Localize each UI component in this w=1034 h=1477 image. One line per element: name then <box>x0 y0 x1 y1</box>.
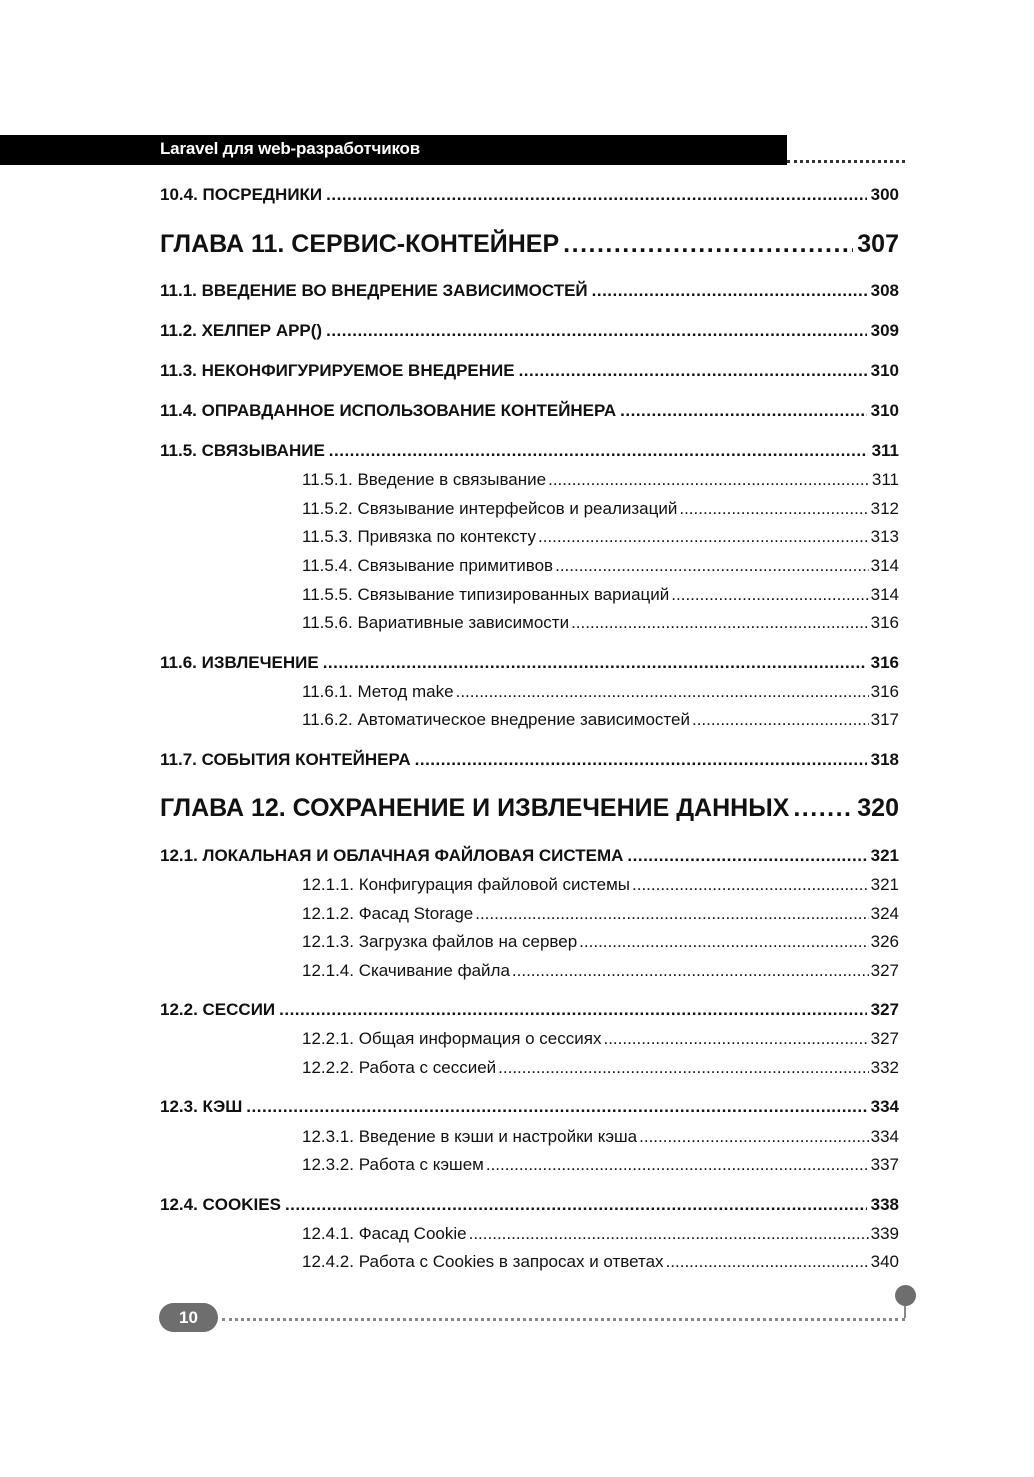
toc-entry-page-number: 308 <box>870 281 899 300</box>
footer-circle-marker <box>895 1285 916 1306</box>
toc-dot-leader <box>563 230 853 259</box>
toc-section-entry <box>160 436 899 466</box>
toc-dot-leader <box>555 556 869 576</box>
toc-section-entry <box>160 180 899 210</box>
toc-entry-page-number: 340 <box>870 1252 899 1272</box>
toc-entry-page-number: 311 <box>871 441 899 460</box>
toc-entry-title: 11.5.3. Привязка по контексту <box>302 527 536 547</box>
toc-entry-title: 12.1.1. Конфигурация файловой системы <box>302 875 630 895</box>
toc-entry-page-number: 338 <box>870 1194 899 1214</box>
toc-entry-title: 12.1.4. Скачивание файла <box>302 960 510 980</box>
toc-dot-leader <box>279 1000 866 1020</box>
toc-sub-entry <box>302 1122 899 1151</box>
toc-section-entry <box>160 396 899 426</box>
running-header-bar <box>0 135 787 165</box>
toc-chapter-entry <box>160 787 899 831</box>
toc-sub-entry <box>302 1025 899 1054</box>
toc-entry-title: 12.1.3. Загрузка файлов на сервер <box>302 932 578 952</box>
toc-entry-title: 11.5.2. Связывание интерфейсов и реализаций <box>302 498 678 518</box>
page-number-badge: 10 <box>159 1303 218 1332</box>
toc-entry-title: 11.3. НЕКОНФИГУРИРУЕМОЕ ВНЕДРЕНИЕ <box>160 361 515 380</box>
toc-dot-leader <box>285 1195 867 1215</box>
toc-entry-title: 12.2.1. Общая информация о сессиях <box>302 1029 602 1049</box>
running-header-title: Laravel для web-разработчиков <box>160 139 420 158</box>
toc-section-entry <box>160 1190 899 1220</box>
toc-entry-page-number: 300 <box>870 185 899 204</box>
toc-dot-leader <box>246 1097 866 1117</box>
toc-dot-leader <box>415 750 867 770</box>
toc-section-entry <box>160 1092 899 1122</box>
toc-dot-leader <box>326 321 867 341</box>
toc-sub-entry <box>302 495 899 524</box>
toc-section-entry <box>160 316 899 346</box>
footer-tick <box>904 1306 906 1318</box>
toc-entry-page-number: 321 <box>870 875 899 895</box>
toc-entry-page-number: 309 <box>870 321 899 340</box>
toc-sub-entry <box>302 1220 899 1249</box>
toc-dot-leader <box>666 1252 869 1272</box>
toc-dot-leader <box>571 613 869 633</box>
toc-entry-page-number: 313 <box>870 527 899 547</box>
toc-dot-leader <box>329 441 868 461</box>
toc-dot-leader <box>692 710 869 730</box>
toc-sub-entry <box>302 928 899 957</box>
toc-sub-entry <box>302 899 899 928</box>
toc-entry-page-number: 327 <box>870 960 899 980</box>
toc-entry-title: 12.2. СЕССИИ <box>160 1000 276 1020</box>
toc-dot-leader <box>548 470 870 490</box>
toc-entry-title: 11.7. СОБЫТИЯ КОНТЕЙНЕРА <box>160 749 411 769</box>
toc-entry-page-number: 317 <box>870 710 899 730</box>
toc-entry-title: 12.2.2. Работа с сессией <box>302 1058 497 1078</box>
toc-entry-title: 12.3.2. Работа с кэшем <box>302 1155 484 1175</box>
toc-entry-page-number: 334 <box>870 1126 899 1146</box>
toc-dot-leader <box>519 361 867 381</box>
toc-entry-title: 11.5. СВЯЗЫВАНИЕ <box>160 441 325 460</box>
toc-sub-entry <box>302 609 899 638</box>
toc-entry-page-number: 314 <box>870 556 899 576</box>
toc-dot-leader <box>475 904 868 924</box>
toc-entry-title: 12.1. ЛОКАЛЬНАЯ И ОБЛАЧНАЯ ФАЙЛОВАЯ СИСТЕМА <box>160 845 624 865</box>
toc-section-entry <box>160 648 899 678</box>
toc-entry-page-number: 321 <box>870 845 899 865</box>
toc-dot-leader <box>579 932 868 952</box>
toc-entry-page-number: 314 <box>870 584 899 604</box>
toc-entry-page-number: 318 <box>870 749 899 769</box>
toc-dot-leader <box>639 1127 868 1147</box>
toc-entry-title: 10.4. ПОСРЕДНИКИ <box>160 185 323 204</box>
toc-entry-title: 11.6. ИЗВЛЕЧЕНИЕ <box>160 652 319 672</box>
toc-sub-entry <box>302 552 899 581</box>
toc-entry-title: 12.3. КЭШ <box>160 1097 243 1117</box>
toc-dot-leader <box>498 1058 868 1078</box>
toc-entry-page-number: 332 <box>870 1058 899 1078</box>
toc-entry-page-number: 312 <box>870 498 899 518</box>
toc-dot-leader <box>326 185 866 205</box>
toc-entry-page-number: 311 <box>871 470 899 490</box>
toc-entry-title: 12.3.1. Введение в кэши и настройки кэша <box>302 1126 638 1146</box>
toc-section-entry <box>160 841 899 871</box>
toc-entry-title: 11.1. ВВЕДЕНИЕ ВО ВНЕДРЕНИЕ ЗАВИСИМОСТЕЙ <box>160 281 588 300</box>
toc-entry-page-number: 334 <box>870 1097 899 1117</box>
toc-sub-entry <box>302 1248 899 1277</box>
toc-dot-leader <box>456 682 869 702</box>
toc-entry-page-number: 339 <box>870 1223 899 1243</box>
toc-entry-title: 11.5.1. Введение в связывание <box>302 470 547 490</box>
toc-sub-entry <box>302 1151 899 1180</box>
toc-sub-entry <box>302 1054 899 1083</box>
toc-entry-page-number: 324 <box>870 903 899 923</box>
toc-dot-leader <box>603 1029 868 1049</box>
toc-section-entry <box>160 995 899 1025</box>
toc-dot-leader <box>632 875 869 895</box>
toc-dot-leader <box>592 281 867 301</box>
toc-sub-entry <box>302 678 899 707</box>
table-of-contents <box>160 180 899 1277</box>
toc-entry-title: 12.4.1. Фасад Cookie <box>302 1223 467 1243</box>
toc-entry-title: 12.4.2. Работа с Cookies в запросах и ответах <box>302 1252 664 1272</box>
toc-sub-entry <box>302 466 899 495</box>
toc-entry-title: 11.5.5. Связывание типизированных вариаций <box>302 584 670 604</box>
toc-dot-leader <box>793 794 853 823</box>
toc-dot-leader <box>671 585 868 605</box>
toc-entry-page-number: 307 <box>857 229 899 258</box>
toc-entry-page-number: 316 <box>870 652 899 672</box>
toc-dot-leader <box>620 401 866 421</box>
toc-dot-leader <box>627 846 866 866</box>
toc-sub-entry <box>302 523 899 552</box>
toc-dot-leader <box>486 1155 869 1175</box>
toc-entry-title: ГЛАВА 11. СЕРВИС-КОНТЕЙНЕР <box>160 229 560 258</box>
toc-chapter-entry <box>160 222 899 266</box>
header-dotted-rule <box>787 160 905 163</box>
toc-entry-title: 11.5.6. Вариативные зависимости <box>302 613 570 633</box>
toc-dot-leader <box>323 653 867 673</box>
footer-dotted-rule <box>222 1318 905 1321</box>
toc-dot-leader <box>512 961 869 981</box>
toc-entry-page-number: 316 <box>870 613 899 633</box>
toc-sub-entry <box>302 871 899 900</box>
toc-entry-page-number: 320 <box>857 794 899 823</box>
toc-entry-page-number: 327 <box>870 1029 899 1049</box>
toc-sub-entry <box>302 957 899 986</box>
toc-dot-leader <box>538 527 869 547</box>
toc-entry-page-number: 327 <box>870 1000 899 1020</box>
toc-dot-leader <box>679 499 868 519</box>
toc-section-entry <box>160 745 899 775</box>
toc-entry-title: 11.2. ХЕЛПЕР APP() <box>160 321 323 340</box>
toc-entry-page-number: 310 <box>870 361 899 380</box>
toc-entry-title: 12.1.2. Фасад Storage <box>302 903 474 923</box>
toc-entry-page-number: 316 <box>870 681 899 701</box>
toc-section-entry <box>160 356 899 386</box>
toc-entry-page-number: 337 <box>870 1155 899 1175</box>
toc-sub-entry <box>302 706 899 735</box>
toc-entry-page-number: 310 <box>870 401 899 420</box>
toc-entry-title: 11.4. ОПРАВДАННОЕ ИСПОЛЬЗОВАНИЕ КОНТЕЙНЕРА <box>160 401 617 420</box>
toc-sub-entry <box>302 580 899 609</box>
toc-section-entry <box>160 276 899 306</box>
toc-entry-title: ГЛАВА 12. СОХРАНЕНИЕ И ИЗВЛЕЧЕНИЕ ДАННЫХ <box>160 794 790 823</box>
toc-entry-title: 11.6.1. Метод make <box>302 681 454 701</box>
toc-entry-title: 12.4. COOKIES <box>160 1194 281 1214</box>
toc-entry-title: 11.5.4. Связывание примитивов <box>302 556 554 576</box>
toc-entry-title: 11.6.2. Автоматическое внедрение зависимостей <box>302 710 690 730</box>
toc-entry-page-number: 326 <box>870 932 899 952</box>
toc-dot-leader <box>469 1224 869 1244</box>
